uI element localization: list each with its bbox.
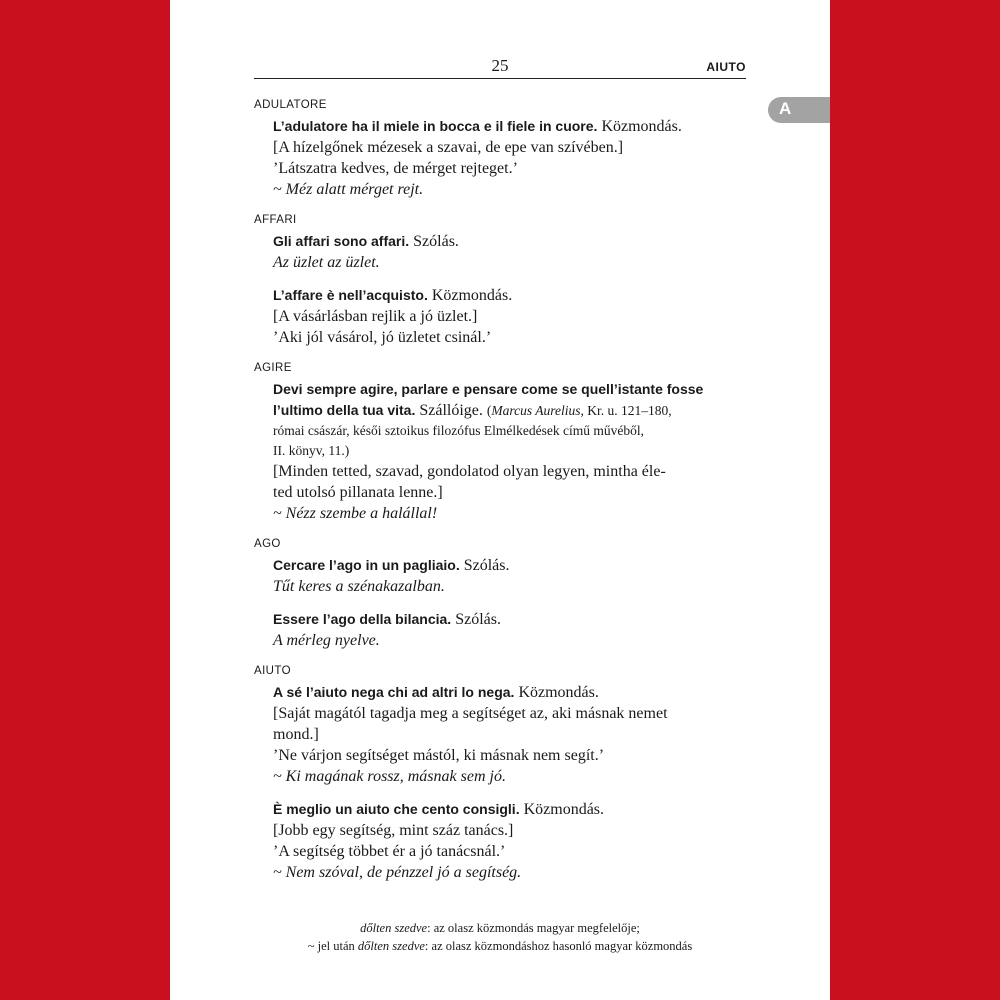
keyword-agire: AGIRE — [254, 362, 292, 374]
meaning: ’Látszatra kedves, de mérget rejteget.’ — [273, 160, 518, 177]
similar-proverb: ~ Ki magának rossz, másnak sem jó. — [273, 768, 506, 785]
hungarian-equivalent: Tűt keres a szénakazalban. — [273, 578, 445, 595]
italian-proverb-line-1: Devi sempre agire, parlare e pensare come se quell’istante fosse — [273, 381, 704, 397]
meaning: ’Ne várjon segítséget mástól, ki másnak nem segít.’ — [273, 747, 605, 764]
page-header — [254, 54, 746, 79]
similar-proverb: ~ Méz alatt mérget rejt. — [273, 181, 424, 198]
source-line-3: II. könyv, 11.) — [273, 443, 350, 458]
source-line-2: római császár, késői sztoikus filozófus Elmélkedések című művéből, — [273, 423, 644, 438]
thumb-tab-letter: A — [779, 99, 792, 118]
literal-translation: [Jobb egy segítség, mint száz tanács.] — [273, 822, 514, 839]
entry-type: Szólás. — [463, 557, 510, 574]
entry — [254, 555, 746, 597]
literal-translation-line-2: ted utolsó pillanata lenne.] — [273, 484, 443, 501]
hungarian-equivalent: Az üzlet az üzlet. — [273, 254, 380, 271]
literal-translation: [A vásárlásban rejlik a jó üzlet.] — [273, 308, 478, 325]
keyword-affari: AFFARI — [254, 214, 297, 226]
italian-proverb: L’affare è nell’acquisto. — [273, 287, 428, 303]
italian-proverb: Essere l’ago della bilancia. — [273, 611, 452, 627]
entry-type: Közmondás. — [601, 118, 682, 135]
italian-proverb: A sé l’aiuto nega chi ad altri lo nega. — [273, 684, 515, 700]
dictionary-content — [254, 98, 746, 883]
page-number: 25 — [491, 56, 509, 75]
source-open: ( — [486, 403, 492, 418]
literal-translation-line-1: [Minden tetted, szavad, gondolatod olyan legyen, mintha éle- — [273, 463, 666, 480]
book-page — [170, 0, 830, 1000]
running-head: AIUTO — [706, 60, 746, 74]
legend-line-2: ~ jel után dőlten szedve: az olasz közmondáshoz hasonló magyar közmondás — [307, 939, 693, 953]
similar-proverb: ~ Nem szóval, de pénzzel jó a segítség. — [273, 864, 522, 881]
italian-proverb: Gli affari sono affari. — [273, 233, 410, 249]
alphabet-thumb-tab — [768, 97, 830, 123]
keyword-ago: AGO — [254, 538, 281, 550]
entry — [254, 682, 746, 787]
keyword-adulatore: ADULATORE — [254, 99, 327, 111]
italian-proverb: È meglio un aiuto che cento consigli. — [273, 801, 520, 817]
italian-proverb: L’adulatore ha il miele in bocca e il fiele in cuore. — [273, 118, 598, 134]
entry-type: Szállóige. — [419, 402, 483, 419]
legend-footer — [254, 919, 746, 955]
entry — [254, 379, 746, 524]
entry-type: Szólás. — [413, 233, 459, 250]
literal-translation-line-1: [Saját magától tagadja meg a segítséget az, aki másnak nemet — [273, 705, 668, 722]
entry — [254, 231, 746, 273]
entry — [254, 285, 746, 348]
entry — [254, 116, 746, 200]
entry — [254, 799, 746, 883]
entry-type: Közmondás. — [431, 287, 513, 304]
entry-type: Közmondás. — [518, 684, 599, 701]
source-dates: Kr. u. 121–180, — [587, 403, 672, 418]
source-author: Marcus Aurelius, — [491, 403, 584, 418]
italian-proverb-line-2: l’ultimo della tua vita. — [273, 402, 416, 418]
hungarian-equivalent: A mérleg nyelve. — [273, 632, 380, 649]
literal-translation-line-2: mond.] — [273, 726, 319, 743]
entry — [254, 609, 746, 651]
keyword-aiuto: AIUTO — [254, 665, 291, 677]
similar-proverb: ~ Nézz szembe a halállal! — [273, 505, 438, 522]
entry-type: Közmondás. — [523, 801, 605, 818]
meaning: ’A segítség többet ér a jó tanácsnál.’ — [273, 843, 506, 860]
meaning: ’Aki jól vásárol, jó üzletet csinál.’ — [273, 329, 492, 346]
literal-translation: [A hízelgőnek mézesek a szavai, de epe van szívében.] — [273, 139, 624, 156]
entry-type: Szólás. — [455, 611, 501, 628]
legend-line-1: dőlten szedve: az olasz közmondás magyar megfelelője; — [360, 921, 640, 935]
italian-proverb: Cercare l’ago in un pagliaio. — [273, 557, 460, 573]
